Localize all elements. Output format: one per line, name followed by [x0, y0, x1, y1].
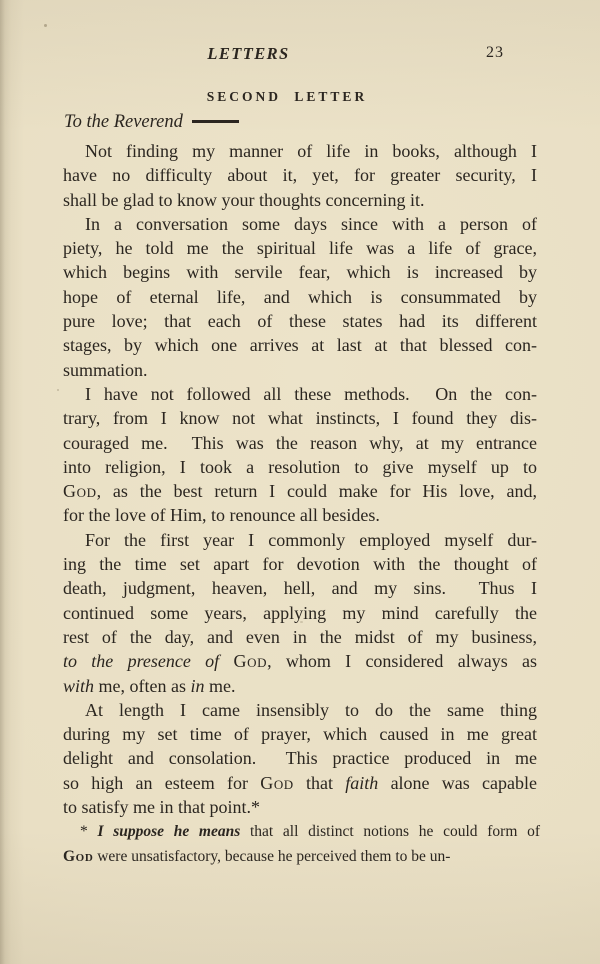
page-binding-shadow	[0, 0, 26, 964]
text-segment: piety, he told me the spiritual life was a life of grace,	[63, 238, 537, 259]
text-segment: with	[63, 675, 95, 696]
text-line	[63, 625, 537, 649]
text-line	[63, 285, 537, 309]
paragraph	[63, 698, 537, 819]
paragraph	[63, 139, 537, 212]
text-segment: For the first year I commonly employed myself dur-	[85, 529, 537, 550]
text-segment: pure love; that each of these states had its different	[63, 311, 537, 332]
text-line	[63, 260, 537, 284]
text-line	[63, 503, 537, 527]
text-segment: God	[260, 772, 294, 793]
salutation	[64, 112, 239, 133]
text-segment: God	[63, 481, 97, 502]
text-segment: which begins with servile fear, which is increased by	[63, 262, 537, 283]
text-segment: summation.	[63, 359, 148, 380]
text-segment: me, often as	[94, 675, 191, 696]
text-segment: rest of the day, and even in the midst of my business,	[63, 626, 537, 647]
section-heading: SECOND LETTER	[206, 89, 368, 104]
text-segment: ing the time set apart for devotion with the thought of	[63, 554, 537, 575]
text-segment: me.	[204, 675, 236, 696]
footnote-line	[63, 844, 540, 869]
text-segment: I have not followed all these methods. On the con-	[85, 383, 537, 404]
text-line	[63, 212, 537, 236]
text-line	[63, 333, 537, 357]
text-line	[63, 552, 537, 576]
paragraph	[63, 212, 537, 382]
text-line	[63, 431, 537, 455]
text-segment: couraged me. This was the reason why, at my entrance	[63, 432, 537, 453]
text-segment: have no difficulty about it, yet, for greater security, I	[63, 165, 537, 186]
text-line	[63, 479, 537, 503]
text-segment: so high an esteem for	[63, 772, 261, 793]
text-line	[63, 163, 537, 187]
text-segment: were unsatisfactory, because he perceived them to be un-	[93, 848, 451, 865]
text-segment: Not finding my manner of life in books, although I	[85, 141, 537, 161]
text-line	[63, 649, 537, 673]
text-line	[63, 406, 537, 430]
paragraph	[63, 382, 537, 528]
text-segment: faith	[345, 772, 379, 793]
body-text	[63, 139, 537, 819]
text-segment: , as the best return I could make for His love, and,	[96, 481, 537, 502]
text-line	[63, 309, 537, 333]
text-line	[63, 771, 537, 795]
text-line	[63, 795, 537, 819]
text-segment: to satisfy me in that point.*	[63, 797, 260, 818]
text-line	[63, 188, 537, 212]
text-segment: to the presence of	[63, 651, 234, 672]
paragraph	[63, 528, 537, 698]
text-line	[63, 746, 537, 770]
footnote	[63, 819, 540, 869]
running-head: LETTERS	[207, 44, 290, 63]
ink-speck	[44, 24, 47, 27]
salutation-text: To the Reverend	[64, 112, 183, 132]
text-segment: trary, from I know not what instincts, I found they dis-	[63, 408, 537, 429]
text-segment: God	[63, 848, 94, 865]
text-line	[63, 382, 537, 406]
text-line	[63, 139, 537, 163]
text-line	[63, 601, 537, 625]
text-line	[63, 576, 537, 600]
text-segment: that all distinct notions he could form of	[240, 823, 540, 840]
ink-speck	[57, 389, 59, 391]
text-segment: that	[293, 772, 346, 793]
text-line	[63, 674, 537, 698]
text-line	[63, 722, 537, 746]
text-segment: I suppose he means	[97, 823, 241, 840]
text-segment: hope of eternal life, and which is consummated by	[63, 286, 537, 307]
text-segment: in	[190, 675, 205, 696]
footnote-line	[63, 819, 540, 844]
text-segment: alone was capable	[378, 772, 537, 793]
text-segment: In a conversation some days since with a person of	[85, 213, 537, 234]
text-line	[63, 528, 537, 552]
text-segment: for the love of Him, to renounce all besides.	[63, 505, 380, 526]
text-segment: God	[233, 651, 268, 672]
text-segment: continued some years, applying my mind carefully the	[63, 602, 537, 623]
text-line	[63, 236, 537, 260]
text-segment: during my set time of prayer, which caused in me great	[63, 724, 537, 745]
text-segment: into religion, I took a resolution to give myself up to	[63, 456, 537, 477]
text-segment: stages, by which one arrives at last at that blessed con-	[63, 335, 537, 356]
text-line	[63, 455, 537, 479]
text-segment: shall be glad to know your thoughts concerning it.	[63, 189, 425, 210]
text-segment: *	[80, 823, 98, 840]
text-line	[63, 698, 537, 722]
text-segment: death, judgment, heaven, hell, and my sins. Thus I	[63, 578, 537, 599]
text-segment: At length I came insensibly to do the same thing	[85, 699, 537, 720]
page-number: 23	[486, 44, 504, 61]
text-segment: delight and consolation. This practice produced in me	[63, 748, 537, 769]
text-segment: , whom I considered always as	[267, 651, 537, 672]
blank-name-rule	[192, 120, 239, 123]
text-line	[63, 358, 537, 382]
